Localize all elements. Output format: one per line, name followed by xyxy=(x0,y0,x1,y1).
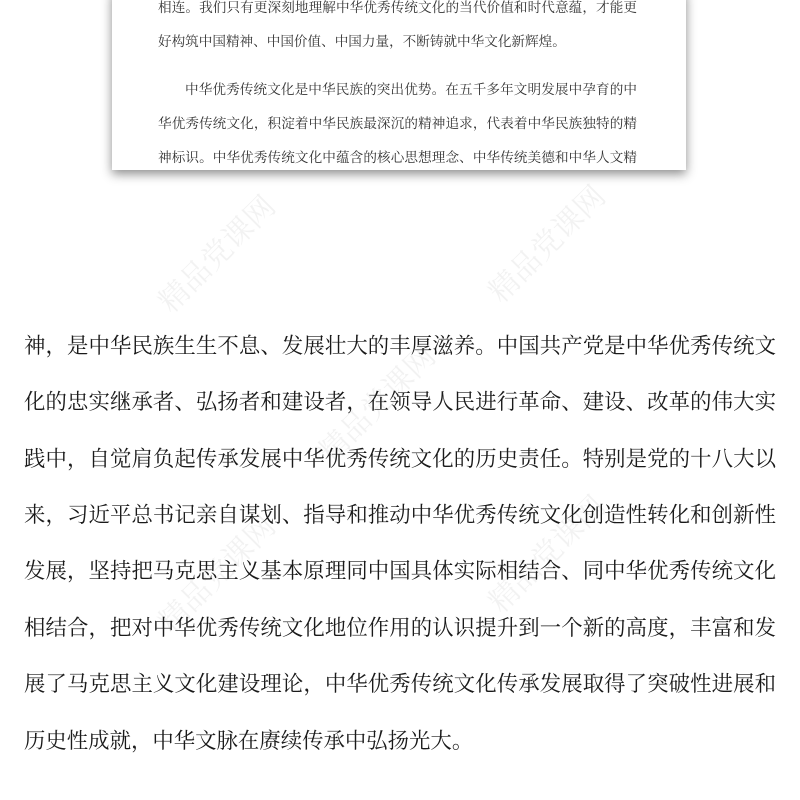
watermark: 精品党课网 xyxy=(152,189,283,320)
body-text-line: 历史性成就，中华文脉在赓续传承中弘扬光大。 xyxy=(24,729,474,754)
body-text-line: 相结合，把对中华优秀传统文化地位作用的认识提升到一个新的高度，丰富和发 xyxy=(24,616,776,641)
document-page-preview xyxy=(112,0,686,170)
card-text-line: 好构筑中国精神、中国价值、中国力量，不断铸就中华文化新辉煌。 xyxy=(158,34,566,50)
watermark: 精品党课网 xyxy=(312,339,443,470)
watermark: 精品党课网 xyxy=(482,489,613,620)
body-text-line: 发展，坚持把马克思主义基本原理同中国具体实际相结合、同中华优秀传统文化 xyxy=(24,559,776,584)
card-text-line: 神标识。中华优秀传统文化中蕴含的核心思想理念、中华传统美德和中华人文精 xyxy=(158,150,637,166)
body-text-line: 践中，自觉肩负起传承发展中华优秀传统文化的历史责任。特别是党的十八大以 xyxy=(24,447,776,472)
card-text-line: 相连。我们只有更深刻地理解中华优秀传统文化的当代价值和时代意蕴，才能更 xyxy=(158,0,637,16)
body-text-line: 展了马克思主义文化建设理论，中华优秀传统文化传承发展取得了突破性进展和 xyxy=(24,672,776,697)
watermark: 精品党课网 xyxy=(482,179,613,310)
body-text-line: 来，习近平总书记亲自谋划、指导和推动中华优秀传统文化创造性转化和创新性 xyxy=(24,503,776,528)
card-text-line: 中华优秀传统文化是中华民族的突出优势。在五千多年文明发展中孕育的中 xyxy=(185,82,637,98)
card-text-line: 华优秀传统文化，积淀着中华民族最深沉的精神追求，代表着中华民族独特的精 xyxy=(158,116,637,132)
watermark: 精品党课网 xyxy=(152,509,283,640)
body-text-line: 神，是中华民族生生不息、发展壮大的丰厚滋养。中国共产党是中华优秀传统文 xyxy=(24,334,776,359)
body-text-line: 化的忠实继承者、弘扬者和建设者，在领导人民进行革命、建设、改革的伟大实 xyxy=(24,390,776,415)
